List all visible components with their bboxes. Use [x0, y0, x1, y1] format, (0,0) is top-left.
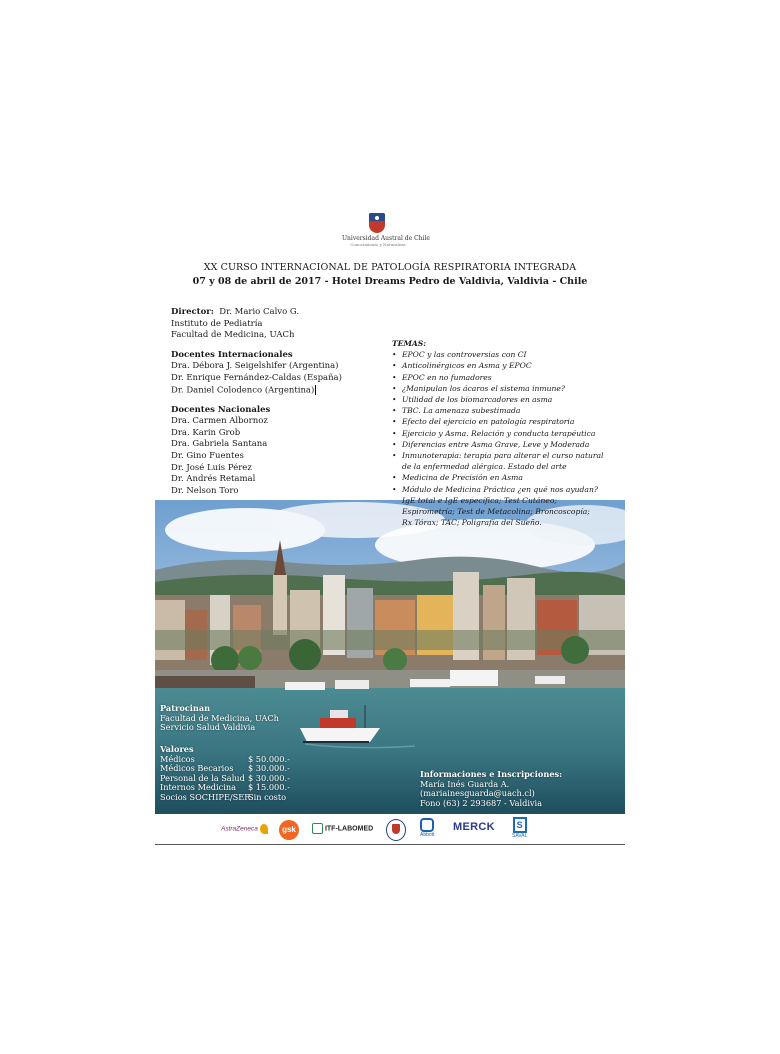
topic-item: • EPOC y las controversias con CI: [392, 349, 622, 360]
director-line: [171, 307, 391, 319]
international-teacher: Dr. Enrique Fernández-Caldas (España): [171, 372, 342, 383]
text-cursor: [315, 385, 316, 395]
topic-line: IgE total e IgE específica; Test Cutáneo;: [402, 495, 557, 505]
director-faculty: Facultad de Medicina, UACh: [171, 330, 295, 341]
international-teacher: Dr. Daniel Colodenco (Argentina): [171, 385, 315, 396]
abbott-symbol-icon: [420, 818, 434, 832]
price-label: Médicos: [160, 753, 195, 764]
national-teacher: Dra. Gabriela Santana: [171, 439, 268, 450]
price-value: $ 15.000.-: [248, 782, 290, 793]
topics-list: [392, 338, 622, 528]
national-teacher: Dra. Carmen Albornoz: [171, 416, 268, 427]
price-label: Internos Medicina: [160, 782, 237, 793]
price-value: $ 50.000.-: [248, 753, 290, 764]
price-value: $ 30.000.-: [248, 772, 290, 783]
university-logo: [342, 213, 430, 249]
price-row: [160, 793, 360, 803]
topic-item: • Medicina de Precisión en Asma: [392, 472, 622, 483]
sponsor-logos-bar: [155, 814, 625, 845]
national-teacher: Dr. José Luis Pérez: [171, 462, 252, 473]
topic-item: • Utilidad de los biomarcadores en asma: [392, 394, 622, 405]
contact-heading: Informaciones e Inscripciones:: [420, 769, 563, 779]
sponsor-item: Servicio Salud Valdivia: [160, 722, 256, 733]
price-value: Sin costo: [248, 791, 287, 802]
topics-heading: TEMAS:: [392, 339, 427, 348]
topic-item: • TBC. La amenaza subestimada: [392, 405, 622, 416]
director-label: Director:: [171, 307, 214, 317]
topic-line: Rx Tórax; TAC; Poligrafía del Sueño.: [402, 518, 542, 528]
price-label: Médicos Becarios: [160, 763, 234, 774]
itf-symbol-icon: [312, 823, 323, 834]
medical-society-crest-icon: [386, 819, 406, 841]
abbott-logo: Abbott: [420, 818, 434, 838]
national-heading: Docentes Nacionales: [171, 404, 271, 415]
national-teacher: Dra. Karin Grob: [171, 427, 241, 438]
faculty-column: [171, 307, 391, 497]
topic-item: • Efecto del ejercicio en patología respiratoria: [392, 416, 622, 427]
national-teacher: Dr. Gino Fuentes: [171, 451, 244, 462]
university-motto: Conocimiento y Naturaleza: [350, 242, 406, 247]
price-label: Socios SOCHIPE/SER: [160, 791, 251, 802]
university-name: Universidad Austral de Chile: [342, 235, 430, 242]
topic-item: • Diferencias entre Asma Grave, Leve y Moderada: [392, 439, 622, 450]
topic-item: • ¿Manipulan los ácaros el sistema inmune?: [392, 383, 622, 394]
topic-item: • EPOC en no fumadores: [392, 372, 622, 383]
university-crest-icon: [369, 213, 385, 233]
contact-email-line[interactable]: María Inés Guarda A. (mariainesguarda@uach.cl): [420, 778, 535, 799]
sponsors-block: [160, 704, 360, 733]
gsk-logo: gsk: [279, 820, 299, 840]
sponsor-item: Facultad de Medicina, UACh: [160, 712, 279, 723]
merck-logo: MERCK: [453, 821, 495, 833]
itf-labomed-logo: ITF-LABOMED: [312, 823, 373, 834]
saval-logo: S SAVAL: [512, 817, 527, 839]
topic-item: • Ejercicio y Asma. Relación y conducta terapéutica: [392, 428, 622, 439]
saval-symbol-icon: S: [513, 817, 527, 833]
course-title: XX CURSO INTERNACIONAL DE PATOLOGÍA RESPIRATORIA INTEGRADA: [203, 262, 577, 273]
topic-line: Módulo de Medicina Práctica ¿en qué nos ayudan?: [402, 484, 598, 494]
astrazeneca-logo: AstraZeneca: [221, 824, 268, 834]
price-value: $ 30.000.-: [248, 763, 290, 774]
topic-line: Espirometría; Test de Metacolina; Broncoscopía;: [402, 507, 590, 517]
sponsors-heading: Patrocinan: [160, 703, 211, 713]
prices-heading: Valores: [160, 744, 194, 754]
international-heading: Docentes Internacionales: [171, 349, 293, 360]
topic-item: [392, 450, 622, 472]
national-teacher: Dr. Nelson Toro: [171, 485, 239, 496]
topic-item: • Anticolinérgicos en Asma y EPOC: [392, 360, 622, 371]
topic-item: [392, 484, 622, 529]
topic-line: Inmunoterapia: terapia para alterar el curso natural: [402, 451, 604, 461]
director-name: Dr. Mario Calvo G.: [219, 307, 300, 317]
director-institute: Instituto de Pediatría: [171, 318, 263, 329]
price-label: Personal de la Salud: [160, 772, 245, 783]
contact-phone: Fono (63) 2 293687 - Valdivia: [420, 797, 543, 808]
national-teacher: Dr. Andrés Retamal: [171, 474, 256, 485]
course-date-venue: 07 y 08 de abril de 2017 - Hotel Dreams Pedro de Valdivia, Valdivia - Chile: [192, 276, 588, 287]
topic-line: de la enfermedad alérgica. Estado del arte: [402, 462, 567, 472]
international-teacher: Dra. Débora J. Seigelshifer (Argentina): [171, 361, 339, 372]
astrazeneca-symbol-icon: [260, 824, 268, 834]
contact-block: [420, 770, 625, 808]
prices-block: [160, 745, 360, 803]
